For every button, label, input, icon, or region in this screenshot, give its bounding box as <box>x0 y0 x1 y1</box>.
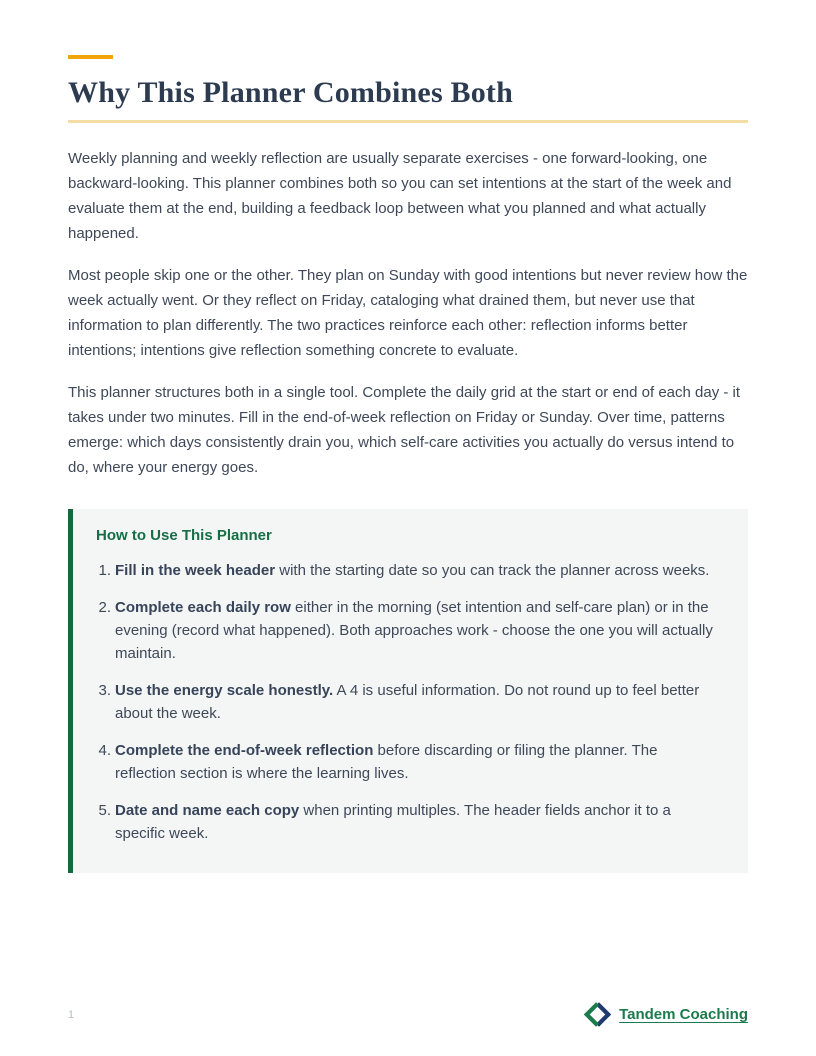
list-item-number: 5. <box>98 802 111 819</box>
list-item-number: 2. <box>98 599 111 616</box>
tandem-diamond-icon <box>584 1001 611 1028</box>
list-item <box>73 739 722 785</box>
how-to-use-callout-box <box>68 509 748 873</box>
body-paragraph: Weekly planning and weekly reflection are usually separate exercises - one forward-looking, one backward-looking. This planner combines both so you can set intentions at the start of the week and evaluate them at the end, building a feedback loop between what you planned and what actually happened. <box>68 150 732 242</box>
page-footer <box>68 1001 748 1028</box>
list-item-text: Complete the end-of-week reflection before discarding or filing the planner. The reflection section is where the learning lives. <box>115 742 658 782</box>
list-item-number: 1. <box>98 562 111 579</box>
list-item-number: 4. <box>98 742 111 759</box>
body-copy <box>68 146 748 480</box>
body-paragraph: This planner structures both in a single tool. Complete the daily grid at the start or end of each day - it takes under two minutes. Fill in the end-of-week reflection on Friday or Sunday. Over time, patterns emerge: which days consistently drain you, which self-care activities you actually do versus intend to do, where your energy goes. <box>68 384 741 476</box>
brand-name: Tandem Coaching <box>619 1006 748 1023</box>
instruction-list <box>73 559 722 845</box>
callout-heading: How to Use This Planner <box>96 527 272 544</box>
accent-dash <box>68 55 113 59</box>
page-number: 1 <box>68 1008 75 1021</box>
list-item <box>73 679 722 725</box>
list-item <box>73 799 722 845</box>
list-item-text: Date and name each copy when printing multiples. The header fields anchor it to a specific week. <box>115 802 671 842</box>
list-item-text: Fill in the week header with the starting date so you can track the planner across weeks. <box>115 562 710 579</box>
list-item-text: Use the energy scale honestly. A 4 is useful information. Do not round up to feel better about the week. <box>115 682 700 722</box>
page-title: Why This Planner Combines Both <box>68 76 513 109</box>
list-item <box>73 596 722 665</box>
title-underline-rule <box>68 120 748 123</box>
list-item <box>73 559 722 582</box>
brand-logo-link[interactable] <box>584 1001 748 1028</box>
list-item-text: Complete each daily row either in the morning (set intention and self-care plan) or in the evening (record what happened). Both approaches work - choose the one you will actually maintain. <box>115 599 713 662</box>
body-paragraph: Most people skip one or the other. They plan on Sunday with good intentions but never review how the week actually went. Or they reflect on Friday, cataloging what drained them, but never use that information to plan differently. The two practices reinforce each other: reflection informs better intentions; intentions give reflection something concrete to evaluate. <box>68 267 748 359</box>
list-item-number: 3. <box>98 682 111 699</box>
